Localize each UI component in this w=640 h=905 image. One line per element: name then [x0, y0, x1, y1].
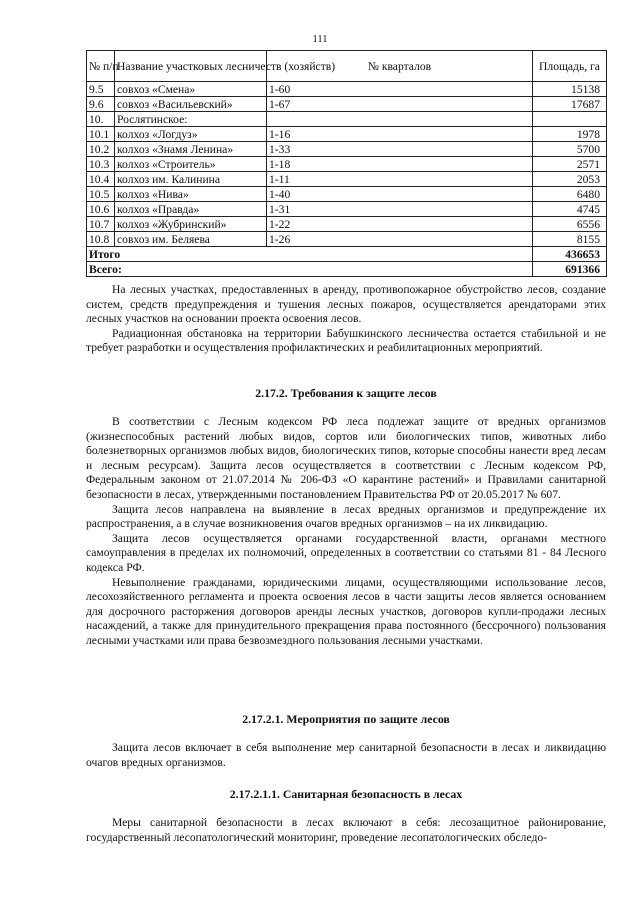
heading-forest-protection-requirements: 2.17.2. Требования к защите лесов [255, 386, 437, 400]
paragraph-fire-protection: На лесных участках, предоставленных в аренду, противопожарное обустройство лесов, создание систем, средств предупреждения и тушения лесных пожаров, осуществляется арендаторами этих лесных участков на основании проекта освоения лесов. [86, 283, 606, 326]
row-number: 10.2 [87, 142, 115, 157]
table-row [87, 157, 607, 172]
row-name: колхоз «Логдуз» [115, 127, 267, 142]
forestry-table [86, 50, 607, 277]
table-header-row [87, 51, 607, 82]
row-quarters: 1-11 [267, 172, 533, 187]
paragraph-sanitary-measures: Меры санитарной безопасности в лесах включают в себя: лесозащитное районирование, государственный лесопатологический мониторинг, проведение лесопатологических обследо- [86, 816, 606, 844]
row-quarters: 1-40 [267, 187, 533, 202]
row-number: 10.6 [87, 202, 115, 217]
row-name: колхоз «Жубринский» [115, 217, 267, 232]
paragraph-forest-code: В соответствии с Лесным кодексом РФ леса подлежат защите от вредных организмов (жизнеспособных растений любых видов, сортов или биологических типов, животных либо болезнетворных организмов любых видов, биологических типов, которые способны нанести вред лесам и лесным ресурсам). Защита лесов осуществляется в соответствии с Лесным кодексом РФ, Федеральным законом от 21.07.2014 № 206-ФЗ «О карантине растений» и Правилами санитарной безопасности в лесах, утвержденными постановлением Правительства РФ от 20.05.2017 № 607. [86, 415, 606, 501]
row-name: совхоз «Смена» [115, 82, 267, 97]
heading-sanitary-safety: 2.17.2.1.1. Санитарная безопасность в лесах [229, 787, 463, 801]
row-area: 6556 [533, 217, 607, 232]
total-label: Всего: [87, 262, 533, 277]
row-quarters: 1-31 [267, 202, 533, 217]
table-row [87, 97, 607, 112]
header-quarters: № кварталов [267, 51, 533, 82]
row-number: 10.7 [87, 217, 115, 232]
row-quarters [267, 112, 533, 127]
subtotal-row [87, 247, 607, 262]
table-row [87, 202, 607, 217]
row-number: 10.4 [87, 172, 115, 187]
paragraph-authorities: Защита лесов осуществляется органами государственной власти, органами местного самоуправления в пределах их полномочий, определенных в соответствии со статьями 81 - 84 Лесного кодекса РФ. [86, 531, 606, 574]
header-name: Название участковых лесничеств (хозяйств) [115, 51, 267, 82]
table-row [87, 187, 607, 202]
table-row [87, 112, 607, 127]
row-quarters: 1-60 [267, 82, 533, 97]
row-number: 9.5 [87, 82, 115, 97]
table-row [87, 172, 607, 187]
header-area: Площадь, га [533, 51, 607, 82]
row-quarters: 1-18 [267, 157, 533, 172]
row-area: 1978 [533, 127, 607, 142]
row-area: 5700 [533, 142, 607, 157]
paragraph-violations: Невыполнение гражданами, юридическими лицами, осуществляющими использование лесов, лесохозяйственного регламента и проекта освоения лесов в части защиты лесов является основанием для досрочного расторжения договоров аренды лесных участков, договоров купли-продажи лесных насаждений, а также для принудительного прекращения права постоянного (бессрочного) пользования лесными участками или права безвозмездного пользования лесными участками. [86, 575, 606, 647]
row-quarters: 1-16 [267, 127, 533, 142]
heading-protection-measures: 2.17.2.1. Мероприятия по защите лесов [242, 712, 450, 726]
row-quarters: 1-26 [267, 232, 533, 247]
row-area: 15138 [533, 82, 607, 97]
paragraph-protection-includes: Защита лесов включает в себя выполнение мер санитарной безопасности в лесах и ликвидацию очагов вредных организмов. [86, 741, 606, 769]
row-quarters: 1-22 [267, 217, 533, 232]
row-name: колхоз им. Калинина [115, 172, 267, 187]
page-number: 111 [312, 34, 328, 45]
row-number: 10.3 [87, 157, 115, 172]
row-name: колхоз «Знамя Ленина» [115, 142, 267, 157]
table-row [87, 82, 607, 97]
row-area: 4745 [533, 202, 607, 217]
total-value: 691366 [533, 262, 607, 277]
paragraph-protection-aim: Защита лесов направлена на выявление в лесах вредных организмов и предупреждение их распространения, а в случае возникновения очагов вредных организмов – на их ликвидацию. [86, 502, 606, 531]
table-row [87, 217, 607, 232]
paragraph-radiation: Радиационная обстановка на территории Бабушкинского лесничества остается стабильной и не требует разработки и осуществления профилактических и реабилитационных мероприятий. [86, 326, 606, 355]
total-row [87, 262, 607, 277]
row-area [533, 112, 607, 127]
table-row [87, 127, 607, 142]
row-number: 9.6 [87, 97, 115, 112]
sanitary-text-block [86, 816, 606, 845]
subtotal-value: 436653 [533, 247, 607, 262]
row-number: 10.1 [87, 127, 115, 142]
row-quarters: 1-33 [267, 142, 533, 157]
header-number: № п/п [87, 51, 115, 82]
row-area: 2053 [533, 172, 607, 187]
row-area: 6480 [533, 187, 607, 202]
row-name: колхоз «Строитель» [115, 157, 267, 172]
row-name: совхоз «Васильевский» [115, 97, 267, 112]
row-area: 2571 [533, 157, 607, 172]
intro-text-block [86, 283, 606, 356]
row-name: совхоз им. Беляева [115, 232, 267, 247]
subtotal-label: Итого [87, 247, 533, 262]
row-number: 10. [87, 112, 115, 127]
row-quarters: 1-67 [267, 97, 533, 112]
row-name: Рослятинское: [115, 112, 267, 127]
table-row [87, 142, 607, 157]
protection-text-block [86, 415, 606, 649]
table-row [87, 232, 607, 247]
row-number: 10.5 [87, 187, 115, 202]
row-name: колхоз «Нива» [115, 187, 267, 202]
measures-text-block [86, 741, 606, 770]
row-number: 10.8 [87, 232, 115, 247]
row-area: 17687 [533, 97, 607, 112]
row-name: колхоз «Правда» [115, 202, 267, 217]
row-area: 8155 [533, 232, 607, 247]
